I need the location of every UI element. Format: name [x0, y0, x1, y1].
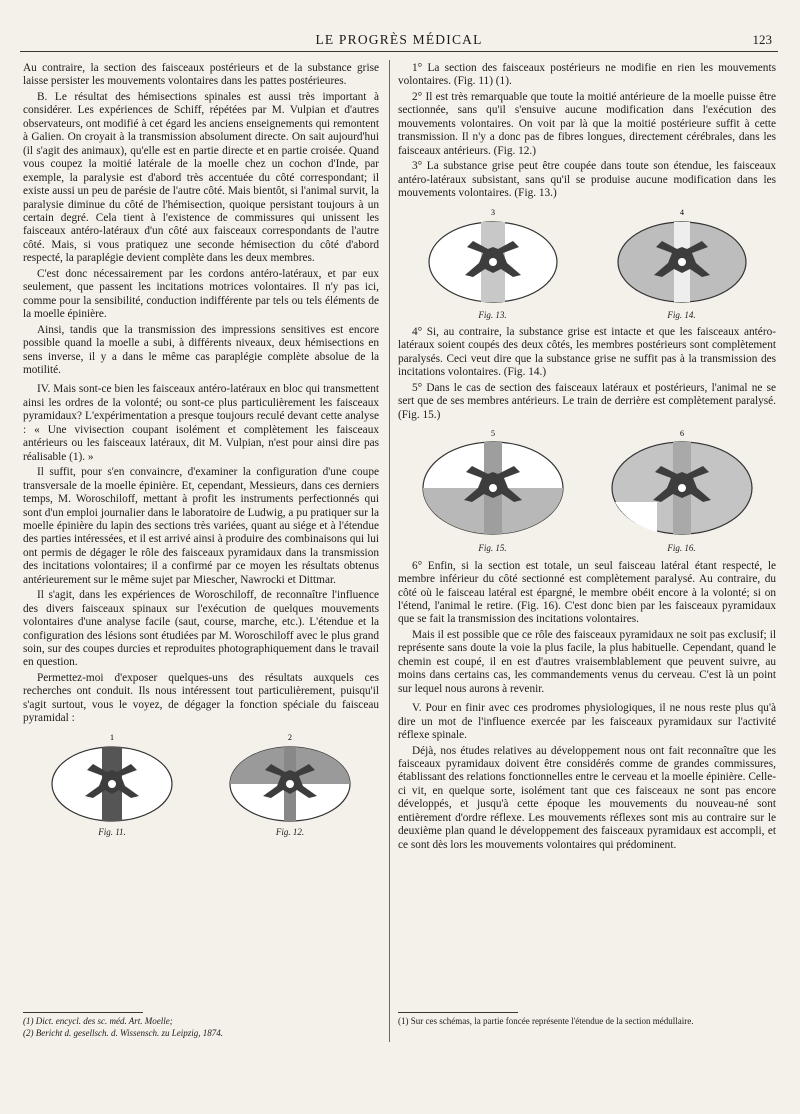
spinal-cord-section-diagram — [225, 732, 355, 824]
paragraph: 2° Il est très remarquable que toute la moitié antérieure de la moelle puisse être sectionnée, sans qu'il s'ensuive aucune modification dans l'exécution des mouvements volontaires. On voit par là que la moitié postérieure suffit à cette transmission. Il n'y a donc pas de fibres longues, directement cérébrales, dans les faisceaux antérieurs. (Fig. 12.) — [398, 90, 776, 157]
footnotes-left — [23, 1012, 379, 1039]
figure-caption: Fig. 16. — [667, 543, 696, 554]
footnote: (1) Sur ces schémas, la partie foncée représente l'étendue de la section médullaire. — [398, 1016, 694, 1026]
figure-11 — [47, 732, 177, 839]
left-column — [23, 62, 379, 843]
paragraph: 6° Enfin, si la section est totale, un seul faisceau latéral étant respecté, le membre inférieur du côté sectionné est complètement paralysé. Au contraire, du côté où le faisceau latéral est épargné, le membre obéit encore à la volonté; si on l'étend, l'animal le retire. (Fig. 16). C'est donc bien par les faisceaux pyramidaux que se fait la transmission des incitations volontaires. — [398, 559, 776, 626]
figure-number: 1 — [110, 732, 114, 742]
paragraph: Au contraire, la section des faisceaux postérieurs et de la substance grise laisse persister les mouvements volontaires dans les pattes postérieures. — [23, 62, 379, 88]
figure-row — [398, 428, 776, 555]
paragraph: B. Le résultat des hémisections spinales est aussi très important à considérer. Les expériences de Schiff, répétées par M. Vulpian et d'autres observateurs, ont modifié à cet égard les anciens enseignements qui remontent à Galien. On croyait à la transmission absolument directe. On sait aujourd'hui (il s'agit des animaux), qu'elle est en partie directe et en partie croisée. Quand vous coupez la moitié latérale de la moelle chez un cochon d'Inde, par exemple, la paralysie est d'abord très accentuée du côté correspondant; il existe aussi un peu de parésie de l'autre côté. Mais bientôt, si l'animal survit, la paralysie diminue du côté de l'hémisection, quoique persistant toujours à un certain degré. Cela tient à l'existence de commissures qui unissent les faisceaux antéro-latéraux d'un côté aux faisceaux correspondants de l'autre côté. Mais, si vous pratiquez une seconde hémisection du côté d'abord respecté, la paraplégie devient complète dans les deux membres. — [23, 90, 379, 265]
paragraph: Déjà, nos études relatives au développement nous ont fait reconnaître que les faisceaux pyramidaux doivent être considérés comme de grandes commissures, établissant des relations fonctionnelles entre le cerveau et la moelle épinière. Celle-ci vit, en quelque sorte, isolément tant que ces faisceaux ne sont pas encore développés, et jusqu'à cette époque les mouvements du nouveau-né sont entièrement d'ordre réflexe. Les mouvements réflexes sont mis au contraire sur le deuxième plan quand le développement des faisceaux pyramidaux est accompli, et ce sont dès lors les mouvements volontaires qui prédominent. — [398, 744, 776, 851]
figure-caption: Fig. 14. — [667, 309, 696, 320]
spinal-cord-section-diagram — [612, 207, 752, 307]
paragraph: Ainsi, tandis que la transmission des impressions sensitives est encore possible quand la moelle a subi, à différents niveaux, deux hémisections en sens inverse, il y a dans le même cas paraplégie complète absolue de la motilité. — [23, 323, 379, 376]
paragraph: C'est donc nécessairement par les cordons antéro-latéraux, et par eux seulement, que passent les incitations motrices volontaires. Il n'y pas ici, comme pour la sensibilité, conduction indifférente par tels ou tels éléments de la moelle épinière. — [23, 267, 379, 321]
spinal-cord-section-diagram — [423, 207, 563, 307]
paragraph: Il s'agit, dans les expériences de Woroschiloff, de reconnaître l'influence des divers faisceaux spinaux sur l'exécution de quelques mouvements volontaires d'une analyse facile (saut, course, marche, etc.). L'étendue et la configuration des lésions sont étudiées par M. Woroschiloff avec le plus grand soin, sur des coupes durcies et reproduites photographiquement dans le travail en question. — [23, 589, 379, 669]
footnotes-right — [398, 1012, 776, 1028]
paragraph: Mais il est possible que ce rôle des faisceaux pyramidaux ne soit pas exclusif; il représente sans doute la voie la plus facile, la plus habituelle. Cependant, quand le chemin est coupé, il en est d'autres vraisemblablement que peuvent suivre, au moins dans certains cas, les commandements venus du cerveau. C'est là un point sur lequel nous aurons à revenir. — [398, 628, 776, 695]
page-number: 123 — [752, 32, 772, 47]
figure-row — [398, 207, 776, 322]
figure-caption: Fig. 12. — [275, 826, 305, 837]
paragraph: V. Pour en finir avec ces prodromes physiologiques, il ne nous reste plus qu'à dire un mot de l'influence exercée par les faisceaux pyramidaux sur l'activité réflexe spinale. — [398, 702, 776, 742]
figure-16 — [607, 428, 757, 555]
column-divider — [389, 60, 390, 1042]
footnote-rule — [398, 1012, 518, 1013]
figure-number: 5 — [490, 429, 495, 439]
paragraph: 3° La substance grise peut être coupée dans toute son étendue, les faisceaux antéro-latéraux subsistant, sans qu'il se produise aucune modification dans les mouvements volontaires. (Fig. 13.) — [398, 160, 776, 200]
paragraph: 1° La section des faisceaux postérieurs ne modifie en rien les mouvements volontaires. (Fig. 11) (1). — [398, 62, 776, 88]
spinal-cord-section-diagram — [607, 428, 757, 540]
paragraph: 4° Si, au contraire, la substance grise est intacte et que les faisceaux antéro-latéraux soient coupés des deux côtés, les membres postérieurs sont complètement paralysés. Ceci veut dire que la substance grise ne suffit pas à la transmission des incitations volontaires. (Fig. 14.) — [398, 325, 776, 379]
figure-row — [23, 732, 379, 839]
paragraph: IV. Mais sont-ce bien les faisceaux antéro-latéraux en bloc qui transmettent ainsi les ordres de la volonté; ou sont-ce plus particulièrement les faisceaux pyramidaux? L'expérimentation a presque toujours reculé devant cette analyse : « Une vivisection coupant isolément et complètement les faisceaux antérieurs ou les faisceaux latéraux, dit M. Vulpian, n'est pour ainsi dire pas réalisable (1). » — [23, 383, 379, 463]
page-header — [20, 30, 778, 52]
figure-13 — [423, 207, 563, 322]
spinal-cord-section-diagram — [418, 428, 568, 540]
right-column — [398, 62, 776, 854]
spinal-cord-section-diagram — [47, 732, 177, 824]
figure-number: 4 — [679, 207, 684, 217]
footnote: (1) Dict. encycl. des sc. méd. Art. Moelle; — [23, 1016, 173, 1026]
figure-number: 6 — [679, 429, 684, 439]
footnote-rule — [23, 1012, 143, 1013]
journal-title: LE PROGRÈS MÉDICAL — [315, 32, 483, 47]
figure-number: 2 — [288, 732, 292, 742]
paragraph: Il suffit, pour s'en convaincre, d'examiner la configuration d'une coupe transversale de la moelle épinière. Et, cependant, Messieurs, dans ces derniers temps, M. Woroschiloff, mettant à profit les instruments perfectionnés qui sont d'un emploi journalier dans le laboratoire de Ludwig, a pu pratiquer sur la moelle épinière du lapin des sections très variées, quant au siége et à l'étendue des parties intéressées, et il est arrivé ainsi à produire des combinaisons qui lui ont permis de dégager le rôle des faisceaux pyramidaux dans la transmission des incitations volontaires; il a confirmé par ce moyen les résultats obtenus antérieurement sur le même sujet par Miescher, Nawrocki et Dittmar. — [23, 466, 379, 586]
figure-number: 3 — [490, 207, 495, 217]
figure-15 — [418, 428, 568, 555]
figure-14 — [612, 207, 752, 322]
figure-caption: Fig. 13. — [478, 309, 507, 320]
figure-caption: Fig. 11. — [98, 826, 126, 837]
figure-12 — [225, 732, 355, 839]
paragraph: 5° Dans le cas de section des faisceaux latéraux et postérieurs, l'animal ne se sert que de ses membres antérieurs. Le train de derrière est complètement paralysé. (Fig. 15.) — [398, 381, 776, 421]
figure-caption: Fig. 15. — [478, 543, 507, 554]
footnote: (2) Bericht d. gesellsch. d. Wissensch. zu Leipzig, 1874. — [23, 1027, 223, 1038]
paragraph: Permettez-moi d'exposer quelques-uns des résultats auxquels ces recherches ont conduit. Ils nous intéressent tout particulièrement, puisqu'il s'agit surtout, vous le voyez, de dégager la fonction spéciale du faisceau pyramidal : — [23, 671, 379, 725]
